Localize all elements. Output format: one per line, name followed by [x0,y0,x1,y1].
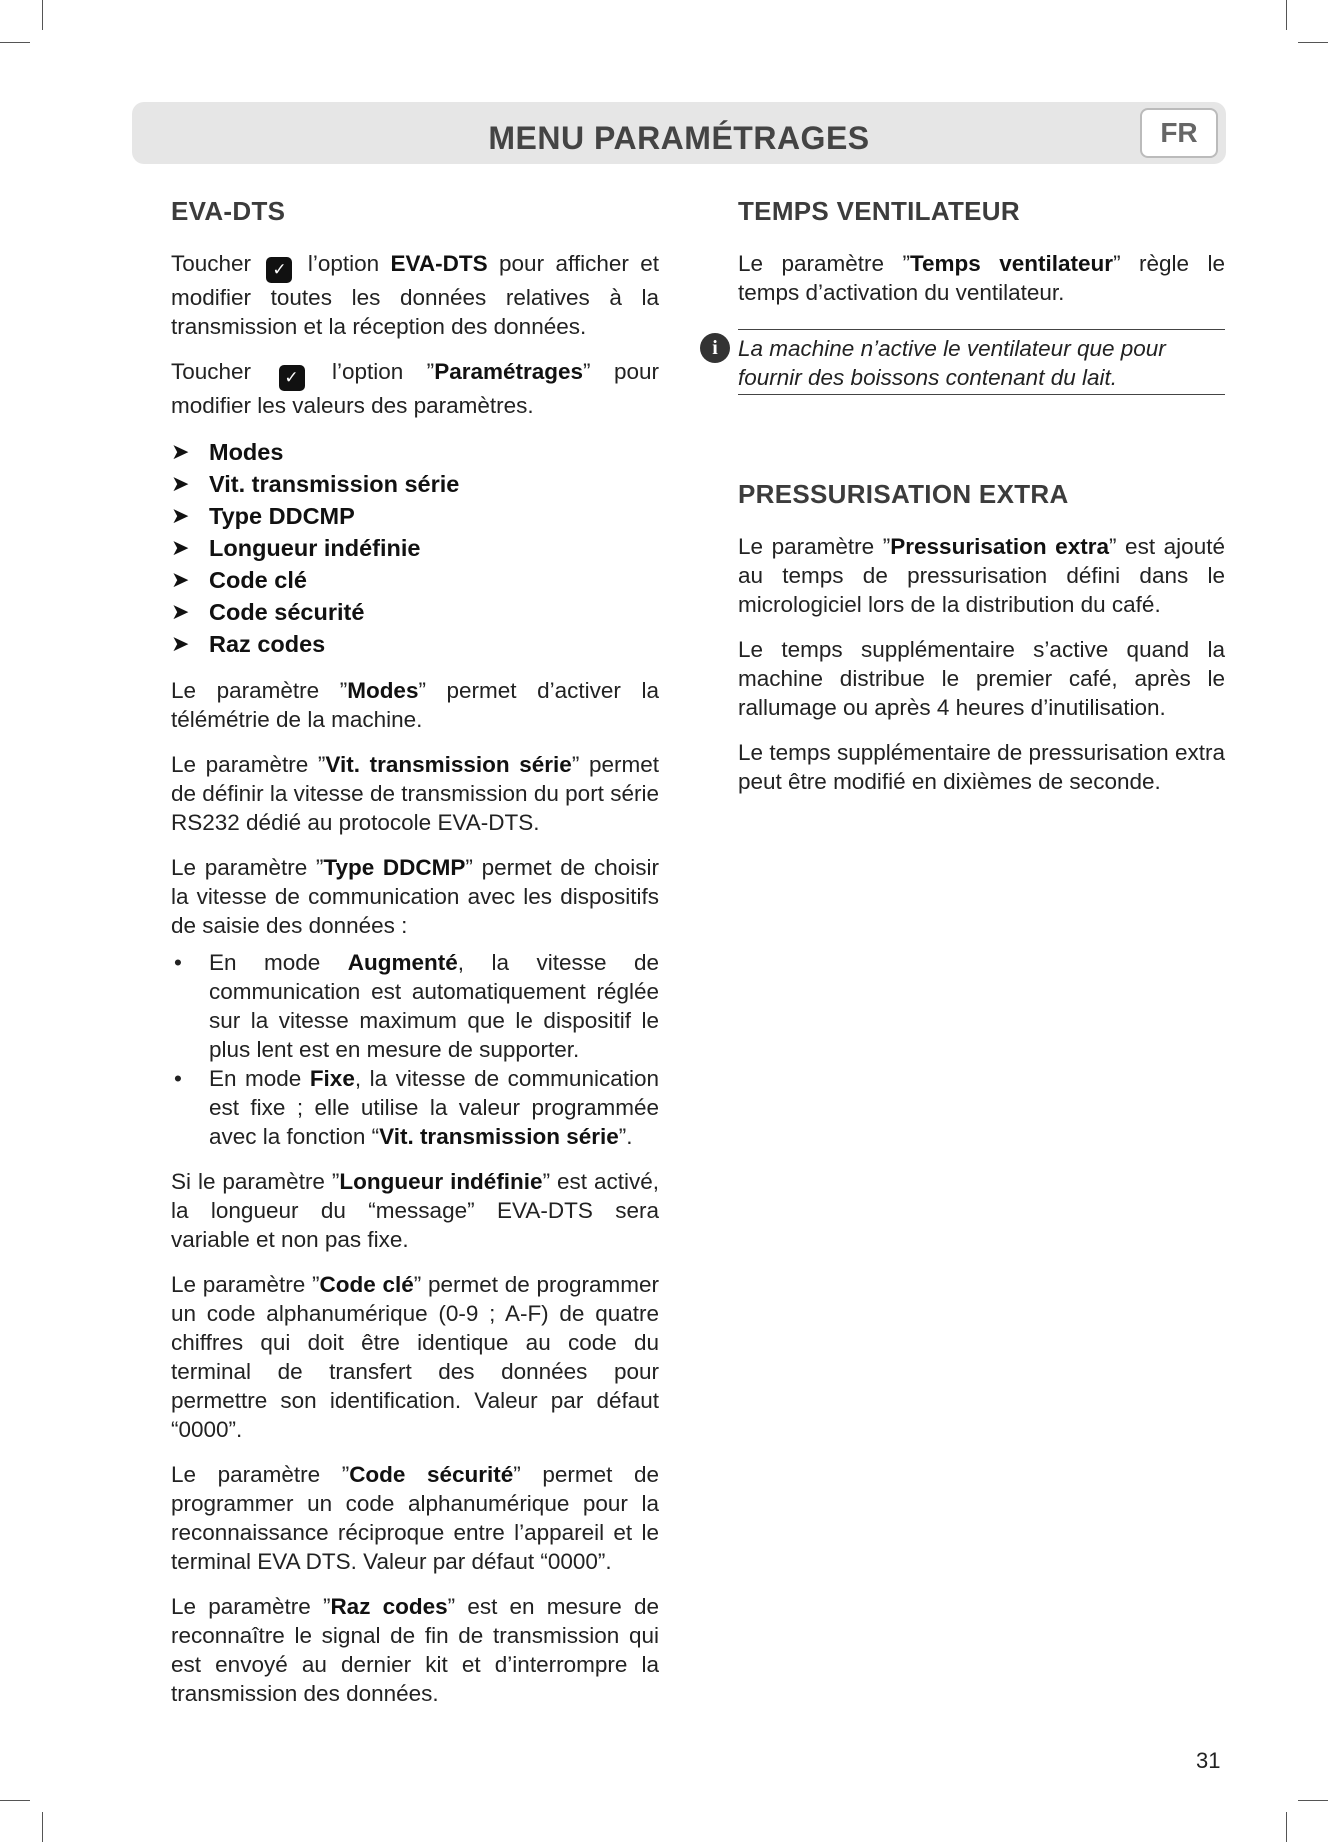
arrow-bullet-icon: ➤ [171,567,190,592]
text: Le paramètre ” [738,251,910,276]
bold-term: Code clé [319,1272,414,1297]
text: l’option [296,251,391,276]
list-item [171,1064,659,1151]
text: ” permet de définir la vitesse de transmission du port série RS232 dédié au protocole EVA-DTS. [171,752,659,835]
paragraph [171,1270,659,1444]
list-item [171,532,659,564]
bold-term: Augmenté [347,950,458,975]
paragraph [171,1460,659,1576]
text: Le paramètre ” [171,1272,320,1297]
section-heading-eva-dts: EVA-DTS [171,196,286,226]
text: ” est activé, la longueur du “message” EVA-DTS sera variable et non pas fixe. [171,1169,659,1252]
text: Toucher [171,251,252,276]
check-icon: ✓ [279,365,305,391]
list-item-label: Raz codes [209,631,326,657]
arrow-bullet-icon: ➤ [171,471,190,496]
list-item [171,436,659,468]
text: En mode [209,950,348,975]
text: l’option ” [308,359,435,384]
mode-list [171,948,659,1151]
crop-mark [0,1800,30,1801]
language-badge: FR [1140,108,1218,158]
text: Le paramètre ” [171,855,324,880]
right-column [712,196,1225,812]
parameter-list [171,436,659,660]
text: ” permet de programmer un code alphanumérique pour la reconnaissance réciproque entre l’appareil et le terminal EVA DTS. Valeur par défaut “0000”. [171,1462,659,1574]
note-text: La machine n’active le ventilateur que pour fournir des boissons contenant du lait. [738,336,1166,390]
bold-term: Type DDCMP [323,855,466,880]
info-note [712,329,1225,395]
crop-mark [0,42,30,43]
arrow-bullet-icon: ➤ [171,439,190,464]
crop-mark [42,0,43,30]
text: , la vitesse de communication est automatiquement réglée sur la vitesse maximum que le dispositif le plus lent est en mesure de supporter. [209,950,659,1062]
paragraph [171,357,659,420]
bold-term: EVA-DTS [390,251,488,276]
text: Le paramètre ” [738,534,891,559]
bullet-dot: • [174,950,182,975]
left-column [171,196,659,1724]
text: Le paramètre ” [171,1594,331,1619]
list-item [171,468,659,500]
crop-mark [1298,42,1328,43]
info-icon: i [700,333,730,363]
list-item-label: Type DDCMP [209,503,355,529]
paragraph [171,853,659,940]
paragraph: Le temps supplémentaire de pressurisation extra peut être modifié en dixièmes de seconde. [738,740,1225,794]
text: Si le paramètre ” [171,1169,340,1194]
text: ” est en mesure de reconnaître le signal de fin de transmission qui est envoyé au dernier kit et d’interrompre la transmission des données. [171,1594,659,1706]
paragraph [171,1167,659,1254]
text: pour afficher et modifier toutes les données relatives à la transmission et la réception des données. [171,251,659,339]
paragraph: Le temps supplémentaire s’active quand la machine distribue le premier café, après le rallumage ou après 4 heures d’inutilisation. [738,637,1225,720]
bold-term: Temps ventilateur [909,251,1114,276]
paragraph [171,249,659,341]
text: ” règle le temps d’activation du ventilateur. [738,251,1225,305]
list-item [171,596,659,628]
list-item [171,500,659,532]
bullet-dot: • [174,1066,182,1091]
arrow-bullet-icon: ➤ [171,503,190,528]
paragraph [171,676,659,734]
section-heading-pressurisation-extra: PRESSURISATION EXTRA [738,479,1069,509]
list-item-label: Vit. transmission série [209,471,460,497]
arrow-bullet-icon: ➤ [171,631,190,656]
header-bar [132,102,1226,164]
crop-mark [1286,0,1287,30]
text: Toucher [171,359,252,384]
bold-term: Pressurisation extra [890,534,1109,559]
bold-term: Code sécurité [349,1462,514,1487]
text: En mode [209,1066,310,1091]
list-item [171,628,659,660]
bold-term: Fixe [309,1066,355,1091]
list-item-label: Code sécurité [209,599,365,625]
bold-term: Vit. transmission série [325,752,572,777]
paragraph [171,750,659,837]
text: , la vitesse de communication est fixe ; elle utilise la valeur programmée avec la fonction “ [209,1066,659,1149]
list-item [171,948,659,1064]
check-icon: ✓ [266,257,292,283]
paragraph [171,1592,659,1708]
crop-mark [1286,1812,1287,1842]
paragraph [738,532,1225,619]
page-title: MENU PARAMÉTRAGES [488,120,870,156]
text: Le paramètre ” [171,678,348,703]
list-item-label: Modes [209,439,284,465]
text: ” est ajouté au temps de pressurisation défini dans le micrologiciel lors de la distribution du café. [738,534,1225,617]
bold-term: Raz codes [330,1594,448,1619]
section-heading-temps-ventilateur: TEMPS VENTILATEUR [738,196,1020,226]
list-item [171,564,659,596]
text: ”. [618,1124,633,1149]
paragraph [738,249,1225,307]
arrow-bullet-icon: ➤ [171,599,190,624]
text: ” permet de programmer un code alphanumérique (0-9 ; A-F) de quatre chiffres qui doit être identique au code du terminal de transfert des données pour permettre son identification. Valeur par défaut “0000”. [171,1272,659,1442]
list-item-label: Code clé [209,567,307,593]
list-item-label: Longueur indéfinie [209,535,421,561]
text: ” permet de choisir la vitesse de communication avec les dispositifs de saisie des données : [171,855,659,938]
text: ” permet d’activer la télémétrie de la machine. [171,678,659,732]
bold-term: Longueur indéfinie [339,1169,543,1194]
arrow-bullet-icon: ➤ [171,535,190,560]
bold-term: Modes [347,678,419,703]
text: ” pour modifier les valeurs des paramètres. [171,359,659,418]
bold-term: Vit. transmission série [379,1124,619,1149]
crop-mark [1298,1800,1328,1801]
text: Le paramètre ” [171,752,326,777]
bold-term: Paramétrages [434,359,584,384]
page-number: 31 [1196,1748,1221,1773]
crop-mark [42,1812,43,1842]
text: Le paramètre ” [171,1462,350,1487]
